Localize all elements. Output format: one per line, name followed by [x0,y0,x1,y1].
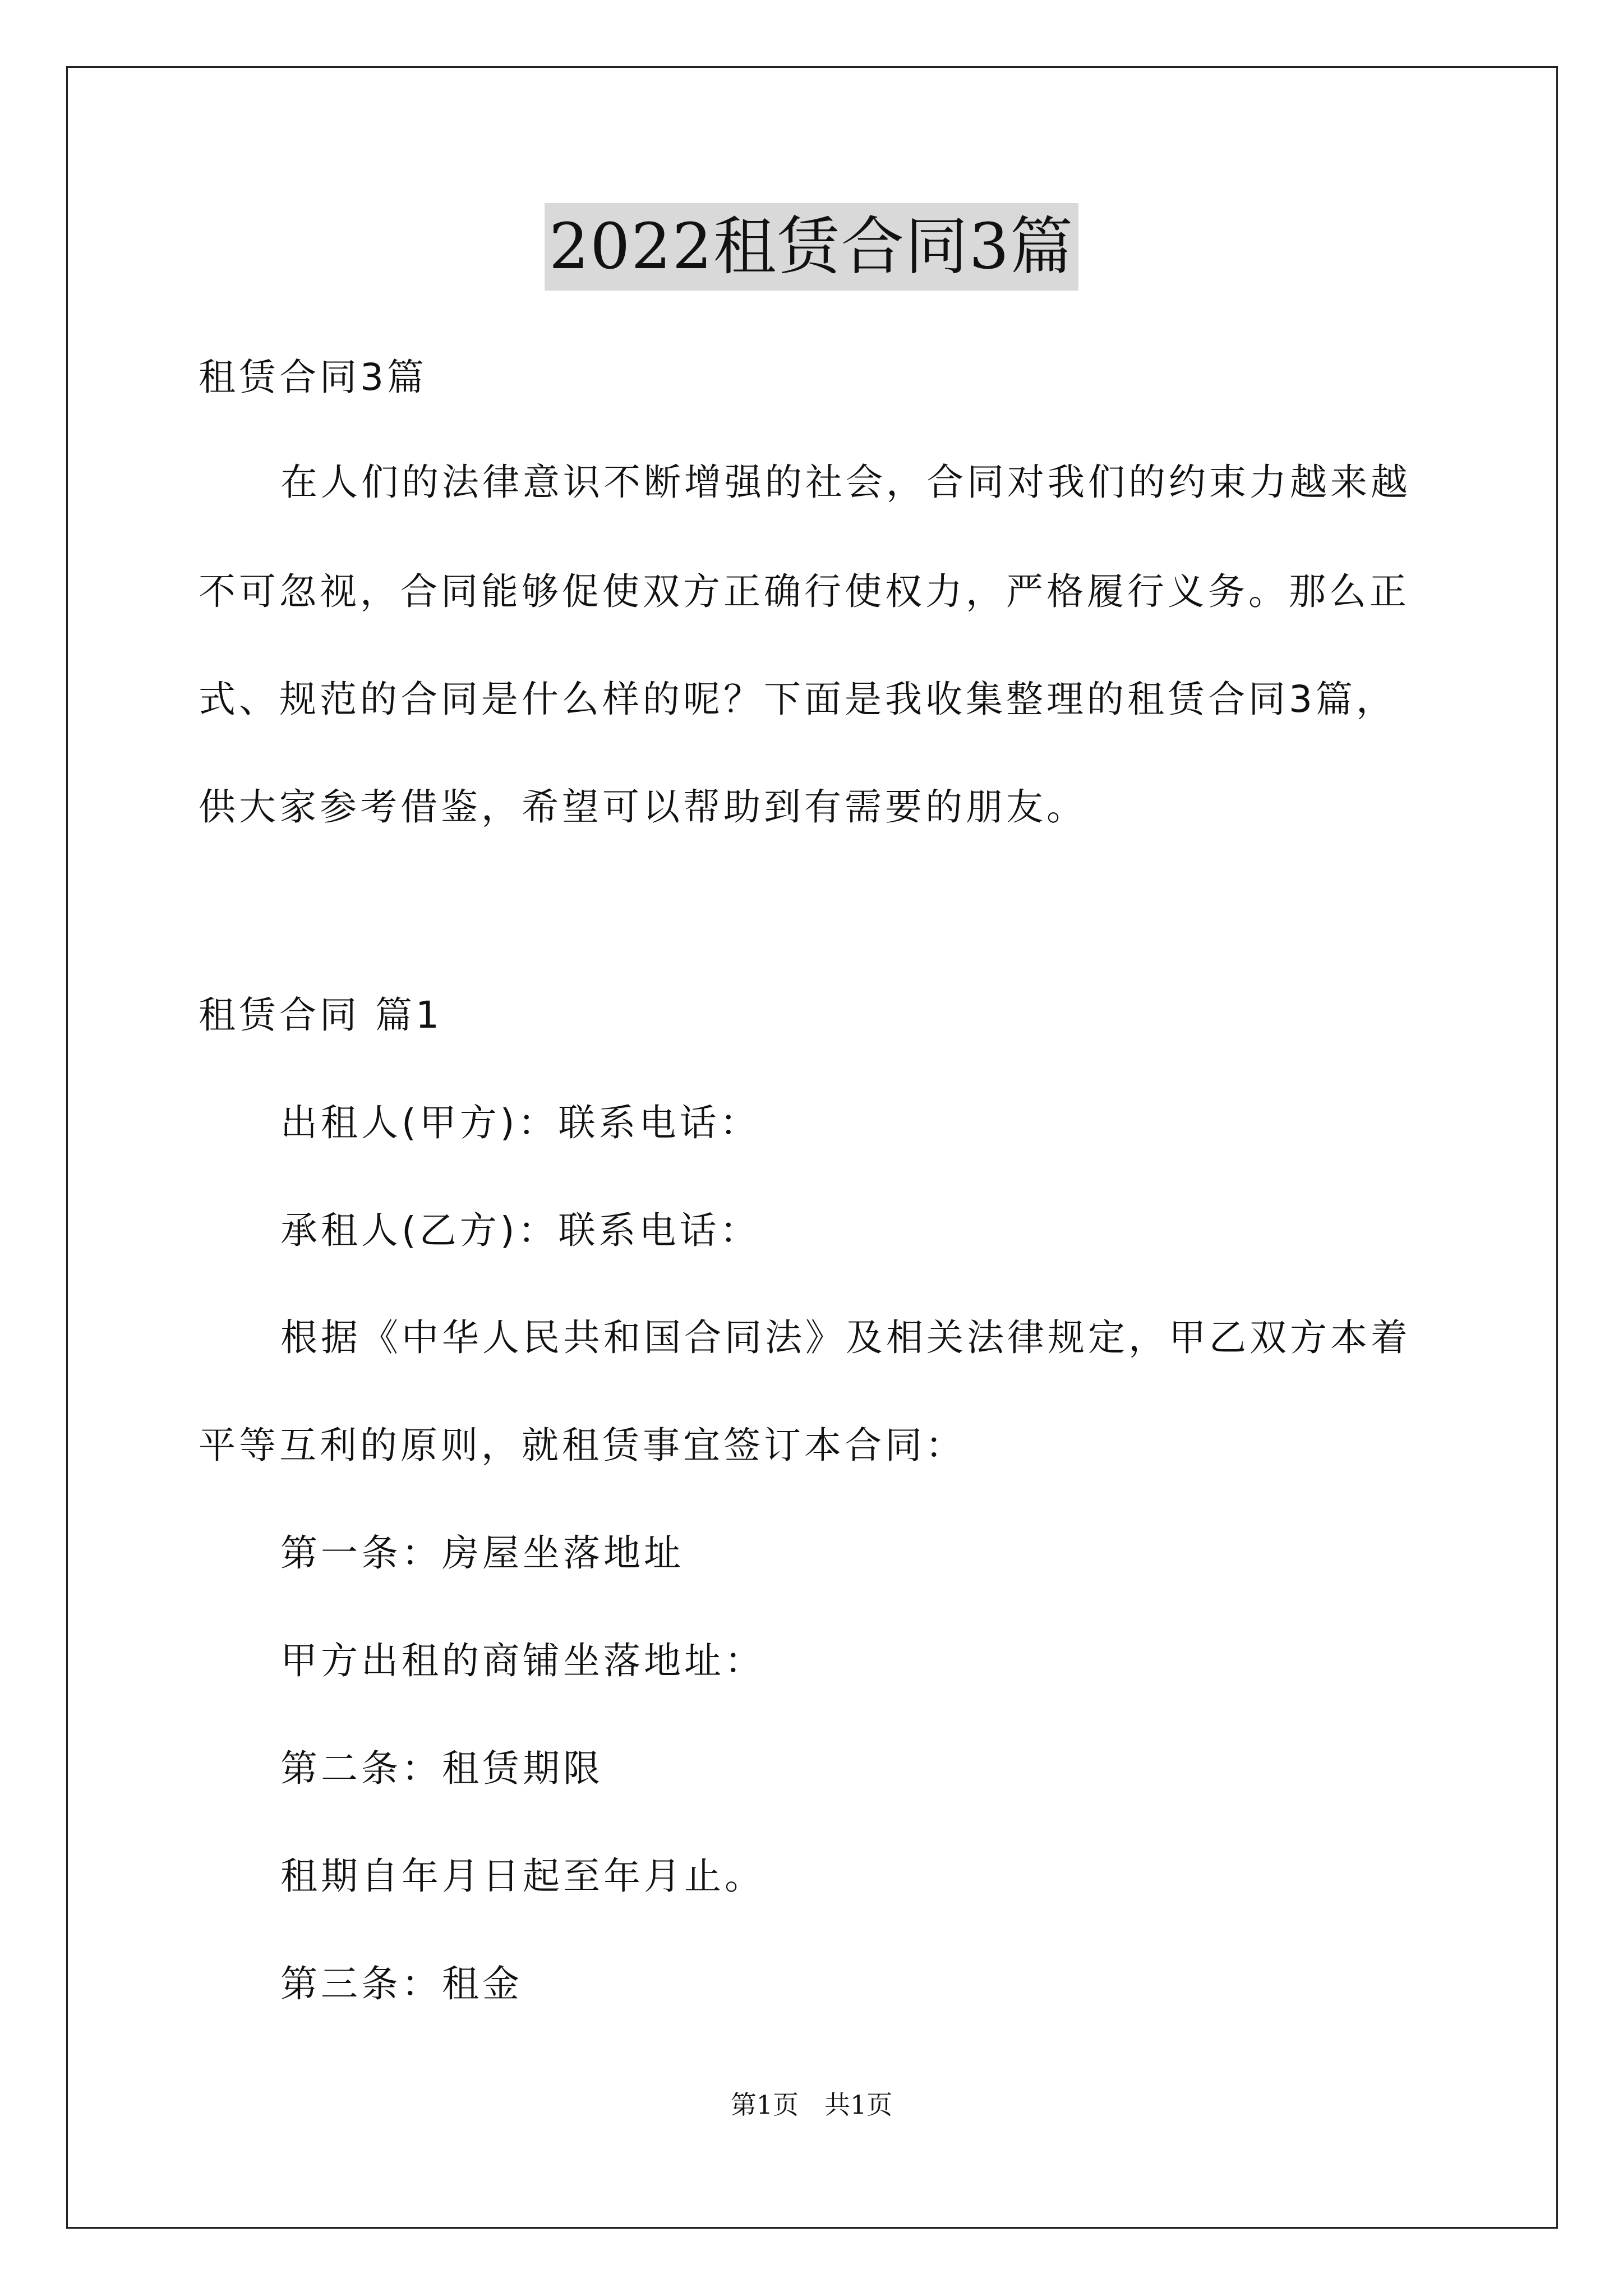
document-title: 2022租赁合同3篇 [545,203,1078,291]
document-subtitle: 租赁合同3篇 [199,356,427,399]
article-2-text: 租期自年月日起至年月止。 [280,1855,765,1898]
body-line-basis-1: 根据《中华人民共和国合同法》及相关法律规定，甲乙双方本着 [280,1316,1411,1359]
section-heading: 租赁合同 篇1 [199,993,442,1037]
intro-line-4: 供大家参考借鉴，希望可以帮助到有需要的朋友。 [199,785,1087,829]
body-line-basis-2: 平等互利的原则，就租赁事宜签订本合同： [199,1424,966,1467]
title-container [0,203,1623,291]
article-2-heading: 第二条：租赁期限 [280,1747,603,1790]
article-3-heading: 第三条：租金 [280,1962,523,2005]
body-line-tenant: 承租人(乙方)：联系电话： [280,1209,760,1252]
body-line-landlord: 出租人(甲方)：联系电话： [280,1101,760,1144]
page-footer: 第1页 共1页 [730,2090,893,2120]
intro-line-3: 式、规范的合同是什么样的呢？下面是我收集整理的租赁合同3篇， [199,678,1396,721]
article-1-text: 甲方出租的商铺坐落地址： [280,1639,765,1682]
intro-line-2: 不可忽视，合同能够促使双方正确行使权力，严格履行义务。那么正 [199,570,1410,613]
intro-line-1: 在人们的法律意识不断增强的社会，合同对我们的约束力越来越 [280,461,1411,504]
article-1-heading: 第一条：房屋坐落地址 [280,1531,684,1575]
